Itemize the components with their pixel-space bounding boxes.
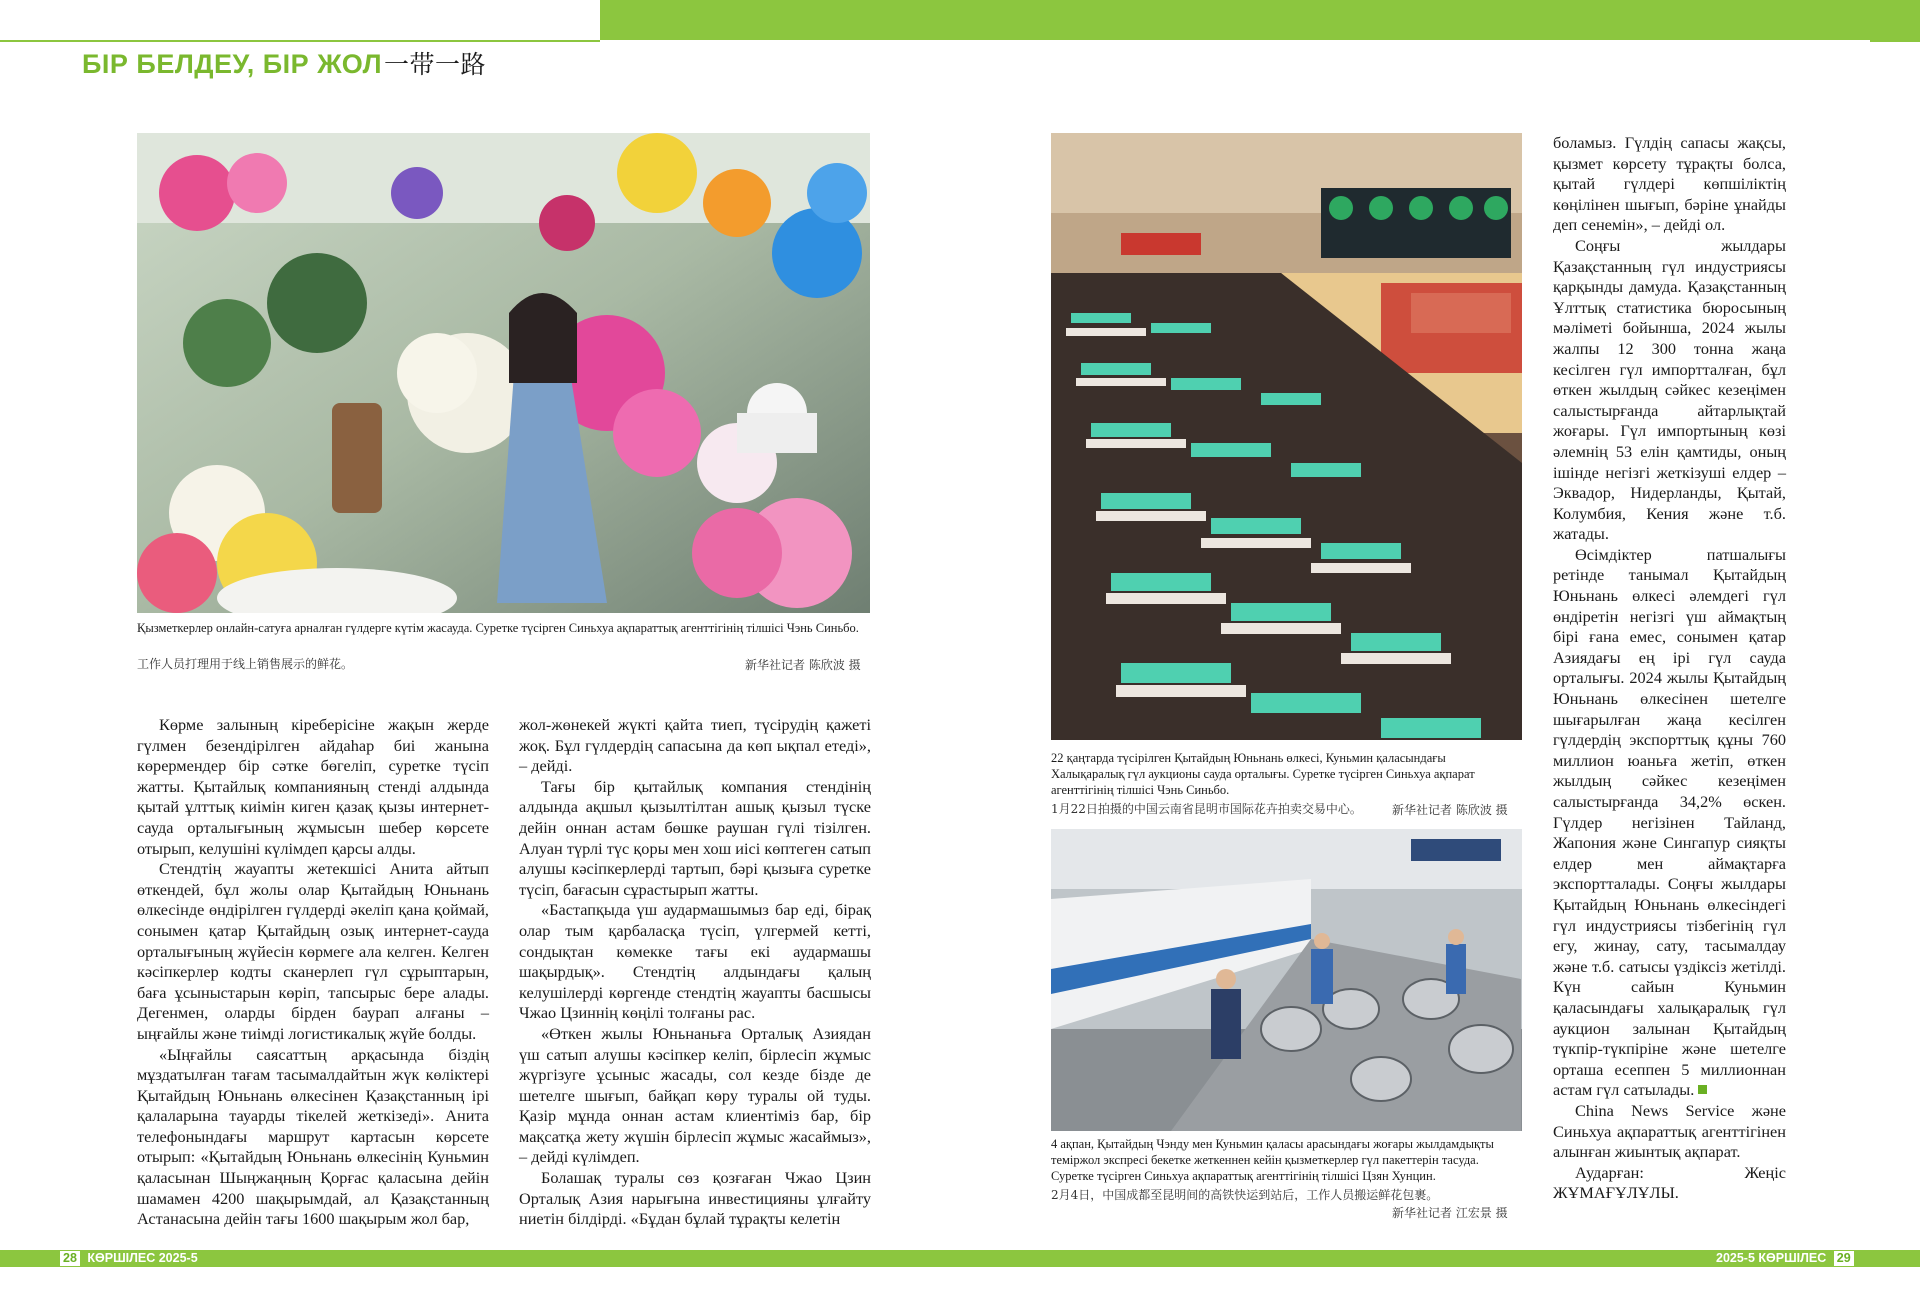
train-photo bbox=[1051, 829, 1522, 1131]
bottom-accent-bar bbox=[0, 1250, 1920, 1267]
paragraph: Стендтің жауапты жетекшісі Анита айтып өткендей, бұл жолы олар Қытайдың Юньнань өлкесінде өндірілген гүлдерді әкеліп қана қоймай, сонымен қатар Қытайдың озық интернет-сауда орталығының жүйесін көрмеге ала келген. Келген кәсіпкерлер кодты сканерлеп гүл сұрыптарын, баға ұсыныстарын көріп, тапсырыс бере алады. Дегенмен, оларды бірден баурап алғаны – ыңғайлы және тиімді логистикалық жүйе болды. bbox=[137, 859, 489, 1043]
auction-photo bbox=[1051, 133, 1522, 740]
section-title bbox=[82, 45, 486, 81]
paragraph: Соңғы жылдары Қазақстанның гүл индустриясы қарқынды дамуда. Қазақстанның Ұлттық статистика бюросының мәліметі бойынша, 2024 жылы жалпы 12 300 тонна жаңа кесілген гүл импортталған, бұл өткен жылдың сәйкес кезеңімен салыстырғанда айтарлықтай жоғары. Гүл импортының көзі әлемнің 53 елін қамтиды, оның ішінде негізгі жеткізуші елдер – Эквадор, Нидерланды, Қытай, Колумбия, Кения және т.б. жатады. bbox=[1553, 235, 1786, 544]
article-column-2 bbox=[519, 715, 871, 1230]
train-caption-kz: 4 ақпан, Қытайдың Чэнду мен Куньмин қаласы арасындағы жоғары жылдамдықты теміржол экспресі бекетке жеткеннен кейін қызметкерлер гүл пакеттерін тасуда. Суретке түсірген Синьхуа ақпараттық агенттігінің тілшісі Цзян Хунцин. bbox=[1051, 1137, 1494, 1183]
train-credit: 新华社记者 江宏景 摄 bbox=[1392, 1206, 1508, 1220]
right-folio bbox=[1716, 1250, 1854, 1267]
flower-credit: 新华社记者 陈欣波 摄 bbox=[745, 658, 861, 672]
flower-caption-cn: 工作人员打理用于线上销售展示的鲜花。 bbox=[137, 657, 354, 671]
paragraph: боламыз. Гүлдің сапасы жақсы, қызмет көрсету тұрақты болса, қытай гүлдері көпшіліктің көңілінен шығып, бәріне ұнайды деп сенемін», – дейді ол. bbox=[1553, 133, 1786, 235]
left-page-number: 28 bbox=[60, 1251, 80, 1266]
top-rule bbox=[0, 40, 600, 42]
section-title-cn: 一带一路 bbox=[384, 51, 487, 79]
auction-credit: 新华社记者 陈欣波 摄 bbox=[1392, 803, 1508, 817]
paragraph-text: Өсімдіктер патшалығы ретінде танымал Қытайдың Юньнань өлкесі әлемдегі гүл өндіретін негізгі үш аймақтың бірі ғана емес, сонымен қатар Азиядағы ең ірі гүл сауда орталығы. 2024 жылы Қытайдың Юньнань өлкесінен шетелге шығарылған жаңа кесілген гүлдердің экспорттық құны 760 миллион юаньға жетіп, өткен жылдың сәйкес кезеңімен салыстырғанда 34,2% өскен. Гүлдер негізінен Тайланд, Жапония және Сингапур сияқты елдер мен аймақтарға экспортталады. Соңғы жылдары Қытайдың Юньнань өлкесіндегі гүл индустриясы тізбегінің гүл егу, жинау, сату, тасымалдау және т.б. сатысы үздіксіз жетілді. Күн сайын Куньмин қаласындағы халықаралық гүл аукцион залынан Қытайдың түкпір-түкпіріне және шетелге орташа есеппен 5 миллионнан астам гүл сатылады. bbox=[1553, 544, 1786, 1100]
paragraph: Болашақ туралы сөз қозғаған Чжао Цзин Орталық Азия нарығына инвестицияны ұлғайту ниетін білдірді. «Бұдан бұлай тұрақты келетін bbox=[519, 1168, 871, 1229]
left-magazine-label: КӨРШІЛЕС 2025-5 bbox=[87, 1251, 198, 1265]
source-note: China News Service және Синьхуа ақпараттық агенттігінен алынған жиынтық ақпарат. bbox=[1553, 1100, 1786, 1162]
paragraph: «Ыңғайлы саясаттың арқасында біздің мұздатылған тағам тасымалдайтын жүк көліктері Қытайдың Юньнань өлкесінен Қазақстанның ірі қалаларына тауарды тікелей жеткізеді». Анита телефонындағы маршрут картасын көрсете отырып: «Қытайдың Юньнань өлкесінің Куньмин қаласынан Шыңжаңның Қорғас қаласына дейін шамамен 4200 шақырымдай, ал Қазақстанның Астанасына дейін тағы 1600 шақырым жол бар, bbox=[137, 1044, 489, 1229]
article-column-3 bbox=[1553, 133, 1786, 1204]
article-column-1 bbox=[137, 715, 489, 1230]
top-rule-right bbox=[1870, 40, 1920, 42]
section-title-kz: БІР БЕЛДЕУ, БІР ЖОЛ bbox=[82, 49, 383, 79]
auction-caption-cn: 1月22日拍摄的中国云南省昆明市国际花卉拍卖交易中心。 bbox=[1051, 802, 1362, 816]
paragraph: «Бастапқыда үш аудармашымыз бар еді, бірақ олар тым қарбаласқа түсіп, үлгермей кетті, сондықтан көмекке тағы екі аудармашы шақырдық». Стендтің алдындағы қалың келушілерді көргенде стендтің жауапты басшысы Чжао Цзиннің көңілі толғаны рас. bbox=[519, 900, 871, 1023]
paragraph: жол-жөнекей жүкті қайта тиеп, түсірудің қажеті жоқ. Бұл гүлдердің сапасына да көп ықпал етеді», – дейді. bbox=[519, 715, 871, 776]
paragraph bbox=[1553, 545, 1786, 1101]
paragraph: «Өткен жылы Юньнаньға Орталық Азиядан үш сатып алушы кәсіпкер келіп, бірлесіп жұмыс жүргізуге ұсыныс жасады, сол кезде бізде де шетелге шығып, байқап көру туралы ой туды. Қазір мұнда оннан астам клиентіміз бар, бір мақсатқа жету жүшін бірлесіп жұмыс жасаймыз», – дейді күлімдеп. bbox=[519, 1023, 871, 1167]
right-magazine-label: 2025-5 КӨРШІЛЕС bbox=[1716, 1251, 1827, 1265]
top-accent-bar bbox=[600, 0, 1920, 40]
auction-caption-kz: 22 қаңтарда түсірілген Қытайдың Юньнань өлкесі, Куньмин қаласындағы Халықаралық гүл аукционы сауда орталығы. Суретке түсірген Синьхуа ақпарат агенттігінің тілшісі Чэнь Синьбо. bbox=[1051, 751, 1475, 797]
paragraph: Көрме залының кіреберісіне жақын жерде гүлмен безендірілген айдаһар биі жанына көрермендер бір сәтке бөгеліп, суретке түсіп жатты. Қытайлық компанияның стенді алдында қытай ұлттық киімін киген қазақ қызы интернет-сауда орталығының жұмысын шебер көрсете отырып, келушіні күлімдеп қарсы алды. bbox=[137, 715, 489, 858]
paragraph: Тағы бір қытайлық компания стендінің алдында ақшыл қызылтілтан ашық қызыл түске дейін оннан астам бөшке раушан гүлі тізілген. Алуан түрлі түс қоры мен хош иісі көптеген сатып алушы кәсіпкерлерді тартып, бәрі қызыға суретке түсіп, бағасын сұрастырып жатты. bbox=[519, 776, 871, 899]
right-page-number: 29 bbox=[1834, 1251, 1854, 1266]
train-caption-cn: 2月4日，中国成都至昆明间的高铁快运到站后，工作人员搬运鲜花包裹。 bbox=[1051, 1188, 1439, 1202]
end-mark-icon bbox=[1698, 1085, 1707, 1094]
flower-caption-kz: Қызметкерлер онлайн-сатуға арналған гүлдерге күтім жасауда. Суретке түсірген Синьхуа ақпараттық агенттігінің тілшісі Чэнь Синьбо. bbox=[137, 621, 859, 635]
translator-note: Аударған: Жеңіс ЖҰМАҒҰЛҰЛЫ. bbox=[1553, 1162, 1786, 1203]
flower-photo bbox=[137, 133, 870, 613]
left-folio bbox=[60, 1250, 198, 1267]
